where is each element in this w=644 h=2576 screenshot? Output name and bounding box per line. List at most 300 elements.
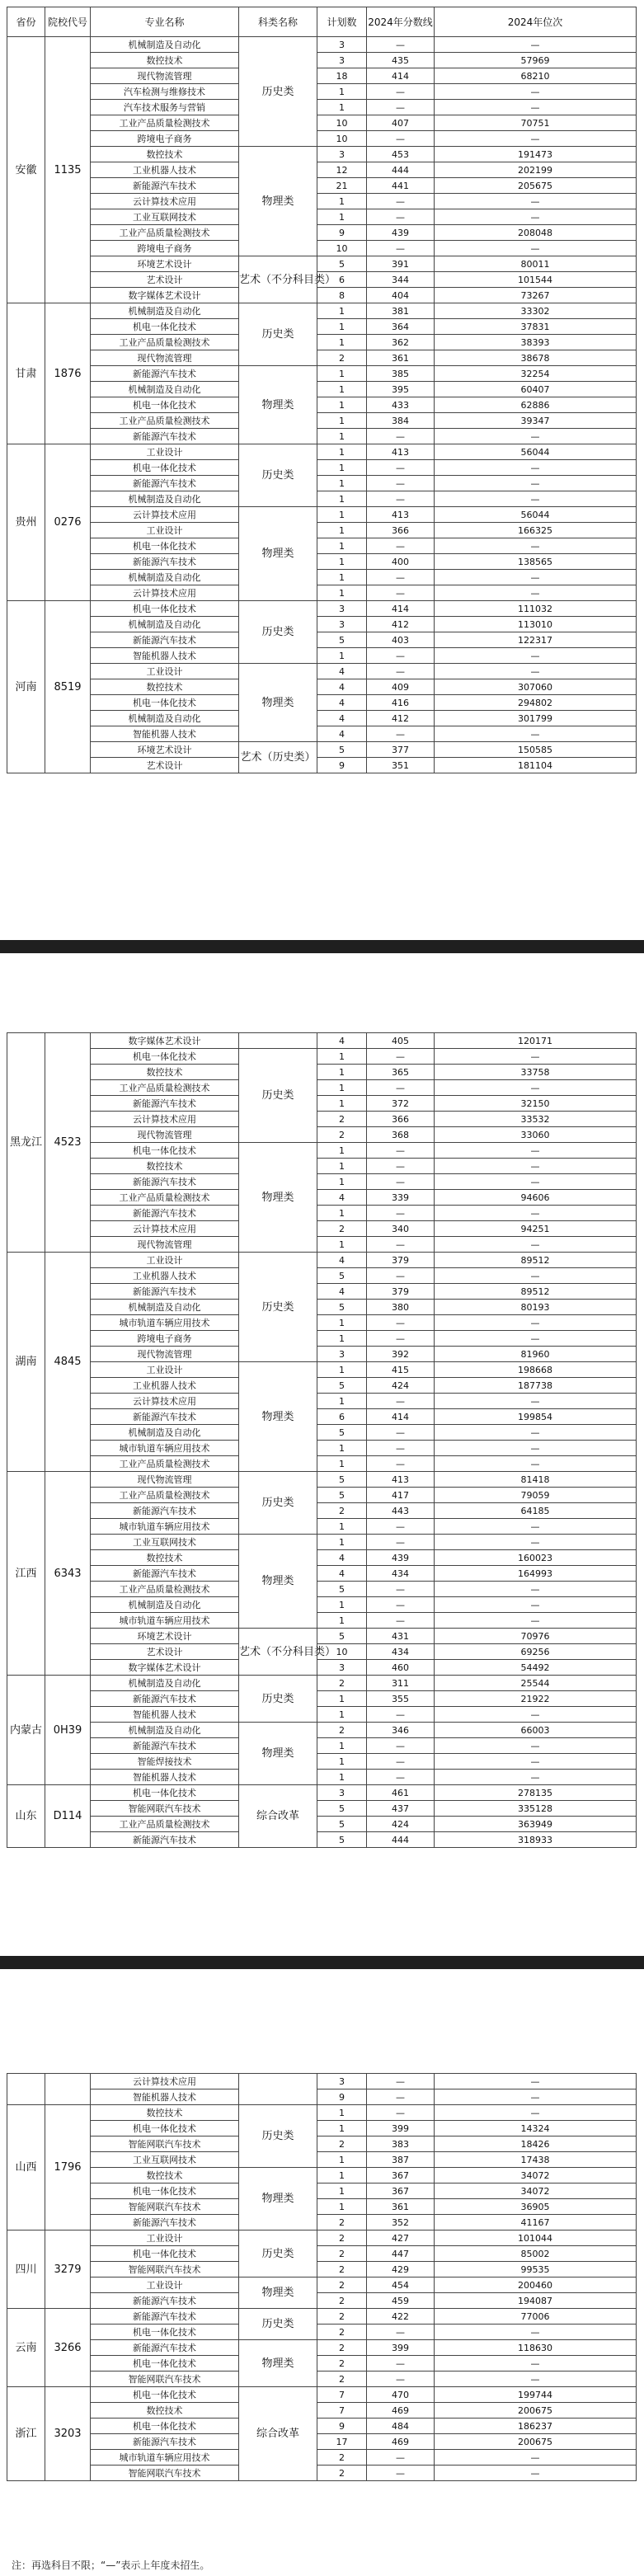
plan-count-cell: 3 xyxy=(317,147,367,162)
rank-cell: 202199 xyxy=(435,162,637,178)
rank-cell: — xyxy=(435,664,637,679)
plan-count-cell: 1 xyxy=(317,1174,367,1190)
plan-count-cell: 1 xyxy=(317,570,367,585)
score-cell: 403 xyxy=(367,632,435,648)
category-cell: 物理类 xyxy=(239,2278,317,2309)
major-cell: 机电一体化技术 xyxy=(91,601,239,617)
plan-count-cell: 5 xyxy=(317,1268,367,1284)
rank-cell: — xyxy=(435,241,637,256)
score-cell: 377 xyxy=(367,742,435,758)
plan-count-cell: 5 xyxy=(317,742,367,758)
major-cell: 工业设计 xyxy=(91,444,239,460)
admission-table-page-1 xyxy=(7,7,637,773)
score-cell: 434 xyxy=(367,1566,435,1582)
rank-cell: — xyxy=(435,2356,637,2372)
score-cell: — xyxy=(367,2466,435,2481)
plan-count-cell: 1 xyxy=(317,523,367,538)
major-cell: 新能源汽车技术 xyxy=(91,554,239,570)
rank-cell: 205675 xyxy=(435,178,637,194)
rank-cell: 56044 xyxy=(435,507,637,523)
major-cell: 工业产品质量检测技术 xyxy=(91,1190,239,1206)
plan-count-cell: 1 xyxy=(317,1143,367,1159)
score-cell: 413 xyxy=(367,1472,435,1488)
score-cell: 399 xyxy=(367,2340,435,2356)
table-row xyxy=(7,460,637,476)
score-cell: 427 xyxy=(367,2230,435,2246)
province-cell: 江西 xyxy=(7,1472,45,1676)
major-cell: 机电一体化技术 xyxy=(91,460,239,476)
plan-count-cell: 1 xyxy=(317,194,367,209)
table-row xyxy=(7,1582,637,1597)
plan-count-cell: 2 xyxy=(317,2309,367,2325)
score-cell: — xyxy=(367,2325,435,2340)
score-cell: 454 xyxy=(367,2278,435,2293)
rank-cell: — xyxy=(435,1770,637,1785)
score-cell: 352 xyxy=(367,2215,435,2230)
table-row xyxy=(7,256,637,272)
plan-count-cell: 4 xyxy=(317,664,367,679)
score-cell: — xyxy=(367,1770,435,1785)
score-cell: — xyxy=(367,84,435,100)
rank-cell: 33532 xyxy=(435,1112,637,1127)
score-cell: 311 xyxy=(367,1676,435,1691)
table-row xyxy=(7,601,637,617)
table-row xyxy=(7,1300,637,1315)
score-cell: 344 xyxy=(367,272,435,288)
score-cell: 365 xyxy=(367,1065,435,1080)
plan-count-cell: 1 xyxy=(317,1770,367,1785)
table-row xyxy=(7,2215,637,2230)
table-row xyxy=(7,632,637,648)
major-cell: 工业产品质量检测技术 xyxy=(91,413,239,429)
plan-count-cell: 2 xyxy=(317,2293,367,2309)
score-cell: — xyxy=(367,2089,435,2105)
province-cell: 山西 xyxy=(7,2105,45,2230)
score-cell: — xyxy=(367,429,435,444)
rank-cell: 36905 xyxy=(435,2199,637,2215)
plan-count-cell: 1 xyxy=(317,1519,367,1535)
score-cell: — xyxy=(367,1519,435,1535)
table-row xyxy=(7,1817,637,1832)
major-cell: 云计算技术应用 xyxy=(91,507,239,523)
score-cell: 385 xyxy=(367,366,435,382)
category-cell: 历史类 xyxy=(239,444,317,507)
major-cell: 新能源汽车技术 xyxy=(91,1284,239,1300)
major-cell: 数控技术 xyxy=(91,2105,239,2121)
table-row xyxy=(7,2089,637,2105)
major-cell: 工业产品质量检测技术 xyxy=(91,115,239,131)
major-cell: 数控技术 xyxy=(91,53,239,68)
plan-count-cell: 4 xyxy=(317,1190,367,1206)
province-cell: 甘肃 xyxy=(7,303,45,444)
rank-cell: 34072 xyxy=(435,2183,637,2199)
table-row xyxy=(7,1425,637,1441)
rank-cell: 122317 xyxy=(435,632,637,648)
major-cell: 艺术设计 xyxy=(91,758,239,773)
plan-count-cell: 7 xyxy=(317,2403,367,2419)
category-cell: 物理类 xyxy=(239,2168,317,2230)
rank-cell: — xyxy=(435,1331,637,1347)
plan-count-cell: 3 xyxy=(317,1347,367,1362)
major-cell: 新能源汽车技术 xyxy=(91,632,239,648)
major-cell: 智能焊接技术 xyxy=(91,1754,239,1770)
table-row xyxy=(7,1096,637,1112)
table-row xyxy=(7,1723,637,1738)
plan-count-cell: 2 xyxy=(317,2136,367,2152)
rank-cell: 54492 xyxy=(435,1660,637,1676)
major-cell: 机械制造及自动化 xyxy=(91,617,239,632)
plan-count-cell: 2 xyxy=(317,2356,367,2372)
category-cell: 历史类 xyxy=(239,1472,317,1535)
plan-count-cell: 2 xyxy=(317,2262,367,2278)
score-cell: 435 xyxy=(367,53,435,68)
plan-count-cell: 1 xyxy=(317,413,367,429)
rank-cell: — xyxy=(435,1206,637,1221)
table-row xyxy=(7,209,637,225)
table-row xyxy=(7,523,637,538)
score-cell: — xyxy=(367,2105,435,2121)
rank-cell: — xyxy=(435,1315,637,1331)
plan-count-cell: 1 xyxy=(317,2152,367,2168)
table-row xyxy=(7,1362,637,1378)
plan-count-cell: 1 xyxy=(317,1394,367,1409)
table-row xyxy=(7,115,637,131)
header-category: 科类名称 xyxy=(239,7,317,37)
score-cell: — xyxy=(367,460,435,476)
school-code-cell: 8519 xyxy=(45,601,91,773)
rank-cell: — xyxy=(435,585,637,601)
rank-cell: 118630 xyxy=(435,2340,637,2356)
rank-cell: 69256 xyxy=(435,1644,637,1660)
plan-count-cell: 1 xyxy=(317,1754,367,1770)
table-row xyxy=(7,413,637,429)
rank-cell: — xyxy=(435,491,637,507)
table-row xyxy=(7,2450,637,2466)
score-cell: 434 xyxy=(367,1644,435,1660)
score-cell: — xyxy=(367,1331,435,1347)
category-cell: 物理类 xyxy=(239,1535,317,1629)
category-cell: 物理类 xyxy=(239,366,317,444)
major-cell: 工业机器人技术 xyxy=(91,1268,239,1284)
score-cell: — xyxy=(367,1754,435,1770)
school-code-cell: 3279 xyxy=(45,2230,91,2309)
score-cell: 470 xyxy=(367,2387,435,2403)
score-cell: — xyxy=(367,648,435,664)
table-row xyxy=(7,2136,637,2152)
rank-cell: — xyxy=(435,1394,637,1409)
rank-cell: — xyxy=(435,1441,637,1456)
plan-count-cell: 2 xyxy=(317,2230,367,2246)
plan-count-cell: 1 xyxy=(317,648,367,664)
score-cell: — xyxy=(367,1456,435,1472)
table-row xyxy=(7,2152,637,2168)
rank-cell: — xyxy=(435,131,637,147)
table-body xyxy=(7,1033,637,1848)
plan-count-cell: 5 xyxy=(317,1378,367,1394)
score-cell: 405 xyxy=(367,1033,435,1049)
rank-cell: — xyxy=(435,1613,637,1629)
major-cell: 新能源汽车技术 xyxy=(91,1566,239,1582)
table-row xyxy=(7,84,637,100)
table-row xyxy=(7,68,637,84)
rank-cell: — xyxy=(435,194,637,209)
major-cell: 云计算技术应用 xyxy=(91,1112,239,1127)
rank-cell: 160023 xyxy=(435,1550,637,1566)
category-cell: 综合改革 xyxy=(239,1785,317,1848)
plan-count-cell: 5 xyxy=(317,1817,367,1832)
major-cell: 工业产品质量检测技术 xyxy=(91,1456,239,1472)
table-row xyxy=(7,2325,637,2340)
score-cell: — xyxy=(367,1315,435,1331)
province-cell: 云南 xyxy=(7,2309,45,2387)
rank-cell: 80193 xyxy=(435,1300,637,1315)
province-cell: 湖南 xyxy=(7,1253,45,1472)
rank-cell: 187738 xyxy=(435,1378,637,1394)
province-cell: 贵州 xyxy=(7,444,45,601)
major-cell: 新能源汽车技术 xyxy=(91,1409,239,1425)
table-row xyxy=(7,1190,637,1206)
category-cell xyxy=(239,2074,317,2105)
major-cell: 云计算技术应用 xyxy=(91,1394,239,1409)
rank-cell: 38678 xyxy=(435,350,637,366)
category-cell: 物理类 xyxy=(239,1723,317,1785)
score-cell: 364 xyxy=(367,319,435,335)
table-row xyxy=(7,1331,637,1347)
plan-count-cell: 4 xyxy=(317,679,367,695)
plan-count-cell: 1 xyxy=(317,100,367,115)
score-cell: — xyxy=(367,2372,435,2387)
major-cell: 新能源汽车技术 xyxy=(91,2215,239,2230)
score-cell: 367 xyxy=(367,2168,435,2183)
plan-count-cell: 7 xyxy=(317,2387,367,2403)
plan-count-cell: 1 xyxy=(317,444,367,460)
major-cell: 跨境电子商务 xyxy=(91,131,239,147)
plan-count-cell: 1 xyxy=(317,1331,367,1347)
major-cell: 工业设计 xyxy=(91,523,239,538)
school-code-cell: 3203 xyxy=(45,2387,91,2481)
score-cell: — xyxy=(367,2074,435,2089)
plan-count-cell: 3 xyxy=(317,1785,367,1801)
province-cell: 黑龙江 xyxy=(7,1033,45,1253)
table-row xyxy=(7,2183,637,2199)
plan-count-cell: 2 xyxy=(317,350,367,366)
major-cell: 汽车技术服务与营销 xyxy=(91,100,239,115)
plan-count-cell: 1 xyxy=(317,1065,367,1080)
major-cell: 云计算技术应用 xyxy=(91,194,239,209)
table-row xyxy=(7,1347,637,1362)
major-cell: 机械制造及自动化 xyxy=(91,570,239,585)
rank-cell: 68210 xyxy=(435,68,637,84)
plan-count-cell: 1 xyxy=(317,1707,367,1723)
score-cell: — xyxy=(367,1738,435,1754)
major-cell: 机电一体化技术 xyxy=(91,2325,239,2340)
plan-count-cell: 1 xyxy=(317,585,367,601)
table-row xyxy=(7,2168,637,2183)
major-cell: 工业产品质量检测技术 xyxy=(91,1582,239,1597)
major-cell: 城市轨道车辆应用技术 xyxy=(91,2450,239,2466)
rank-cell: 200460 xyxy=(435,2278,637,2293)
rank-cell: 70751 xyxy=(435,115,637,131)
plan-count-cell: 8 xyxy=(317,288,367,303)
category-cell: 历史类 xyxy=(239,1676,317,1723)
major-cell: 云计算技术应用 xyxy=(91,2074,239,2089)
rank-cell: — xyxy=(435,1738,637,1754)
plan-count-cell: 1 xyxy=(317,460,367,476)
major-cell: 城市轨道车辆应用技术 xyxy=(91,1613,239,1629)
score-cell: — xyxy=(367,664,435,679)
major-cell: 数控技术 xyxy=(91,1065,239,1080)
school-code-cell: 4845 xyxy=(45,1253,91,1472)
score-cell: — xyxy=(367,1080,435,1096)
major-cell: 机械制造及自动化 xyxy=(91,1723,239,1738)
rank-cell: 56044 xyxy=(435,444,637,460)
table-row xyxy=(7,350,637,366)
table-row xyxy=(7,2278,637,2293)
rank-cell: 32254 xyxy=(435,366,637,382)
plan-count-cell: 4 xyxy=(317,711,367,726)
rank-cell: 14324 xyxy=(435,2121,637,2136)
score-cell: 409 xyxy=(367,679,435,695)
category-cell: 物理类 xyxy=(239,507,317,601)
major-cell: 新能源汽车技术 xyxy=(91,2309,239,2325)
table-row xyxy=(7,617,637,632)
major-cell: 机械制造及自动化 xyxy=(91,303,239,319)
school-code-cell: 0H39 xyxy=(45,1676,91,1785)
plan-count-cell: 1 xyxy=(317,84,367,100)
table-row xyxy=(7,2434,637,2450)
table-row xyxy=(7,1691,637,1707)
rank-cell: 199744 xyxy=(435,2387,637,2403)
rank-cell: — xyxy=(435,1080,637,1096)
plan-count-cell: 1 xyxy=(317,209,367,225)
major-cell: 机械制造及自动化 xyxy=(91,1676,239,1691)
major-cell: 数控技术 xyxy=(91,2403,239,2419)
table-row xyxy=(7,397,637,413)
plan-count-cell: 1 xyxy=(317,382,367,397)
score-cell: 414 xyxy=(367,601,435,617)
rank-cell: 41167 xyxy=(435,2215,637,2230)
score-cell: 439 xyxy=(367,225,435,241)
major-cell: 新能源汽车技术 xyxy=(91,1738,239,1754)
major-cell: 工业设计 xyxy=(91,1362,239,1378)
table-row xyxy=(7,726,637,742)
table-row xyxy=(7,1315,637,1331)
table-row xyxy=(7,491,637,507)
rank-cell: 33758 xyxy=(435,1065,637,1080)
score-cell: 366 xyxy=(367,523,435,538)
table-row xyxy=(7,476,637,491)
plan-count-cell: 5 xyxy=(317,1472,367,1488)
plan-count-cell: 2 xyxy=(317,2340,367,2356)
plan-count-cell: 2 xyxy=(317,1503,367,1519)
table-row xyxy=(7,585,637,601)
table-row xyxy=(7,2356,637,2372)
rank-cell: 57969 xyxy=(435,53,637,68)
rank-cell: 89512 xyxy=(435,1253,637,1268)
plan-count-cell: 5 xyxy=(317,1425,367,1441)
plan-count-cell: 2 xyxy=(317,1723,367,1738)
header-row xyxy=(7,7,637,37)
table-row xyxy=(7,100,637,115)
plan-count-cell: 1 xyxy=(317,1613,367,1629)
table-row xyxy=(7,1566,637,1582)
rank-cell: 21922 xyxy=(435,1691,637,1707)
major-cell: 工业互联网技术 xyxy=(91,2152,239,2168)
table-row xyxy=(7,1268,637,1284)
rank-cell: — xyxy=(435,1159,637,1174)
table-row xyxy=(7,1738,637,1754)
score-cell: — xyxy=(367,100,435,115)
plan-count-cell: 2 xyxy=(317,2372,367,2387)
table-row xyxy=(7,1785,637,1801)
score-cell: 339 xyxy=(367,1190,435,1206)
score-cell: 453 xyxy=(367,147,435,162)
plan-count-cell: 1 xyxy=(317,366,367,382)
plan-count-cell: 5 xyxy=(317,1300,367,1315)
rank-cell: — xyxy=(435,1049,637,1065)
plan-count-cell: 5 xyxy=(317,256,367,272)
rank-cell: 318933 xyxy=(435,1832,637,1848)
table-row xyxy=(7,1456,637,1472)
rank-cell: 77006 xyxy=(435,2309,637,2325)
rank-cell: 80011 xyxy=(435,256,637,272)
header-plan-count: 计划数 xyxy=(317,7,367,37)
rank-cell: — xyxy=(435,648,637,664)
score-cell: 380 xyxy=(367,1300,435,1315)
score-cell: 424 xyxy=(367,1817,435,1832)
category-cell: 艺术（不分科目类） xyxy=(239,1629,317,1676)
table-row xyxy=(7,1535,637,1550)
major-cell: 现代物流管理 xyxy=(91,350,239,366)
rank-cell: 94251 xyxy=(435,1221,637,1237)
table-row xyxy=(7,2387,637,2403)
major-cell: 新能源汽车技术 xyxy=(91,1832,239,1848)
score-cell: 346 xyxy=(367,1723,435,1738)
major-cell: 新能源汽车技术 xyxy=(91,1691,239,1707)
province-cell: 浙江 xyxy=(7,2387,45,2481)
major-cell: 机电一体化技术 xyxy=(91,2246,239,2262)
table-body xyxy=(7,37,637,773)
table-row xyxy=(7,1660,637,1676)
major-cell: 云计算技术应用 xyxy=(91,1221,239,1237)
score-cell: — xyxy=(367,37,435,53)
score-cell: — xyxy=(367,1143,435,1159)
plan-count-cell: 18 xyxy=(317,68,367,84)
plan-count-cell: 1 xyxy=(317,319,367,335)
major-cell: 机电一体化技术 xyxy=(91,538,239,554)
table-row xyxy=(7,1159,637,1174)
table-row xyxy=(7,664,637,679)
plan-count-cell: 1 xyxy=(317,2121,367,2136)
score-cell: 368 xyxy=(367,1127,435,1143)
score-cell: 399 xyxy=(367,2121,435,2136)
score-cell: — xyxy=(367,1049,435,1065)
major-cell: 环境艺术设计 xyxy=(91,1629,239,1644)
plan-count-cell: 10 xyxy=(317,1644,367,1660)
major-cell: 城市轨道车辆应用技术 xyxy=(91,1441,239,1456)
table-row xyxy=(7,2466,637,2481)
rank-cell: — xyxy=(435,1597,637,1613)
category-cell: 物理类 xyxy=(239,147,317,256)
plan-count-cell: 9 xyxy=(317,2089,367,2105)
plan-count-cell: 2 xyxy=(317,2450,367,2466)
rank-cell: 101544 xyxy=(435,272,637,288)
plan-count-cell: 3 xyxy=(317,37,367,53)
major-cell: 新能源汽车技术 xyxy=(91,1503,239,1519)
plan-count-cell: 10 xyxy=(317,241,367,256)
page-3 xyxy=(0,2024,644,2576)
table-row xyxy=(7,288,637,303)
